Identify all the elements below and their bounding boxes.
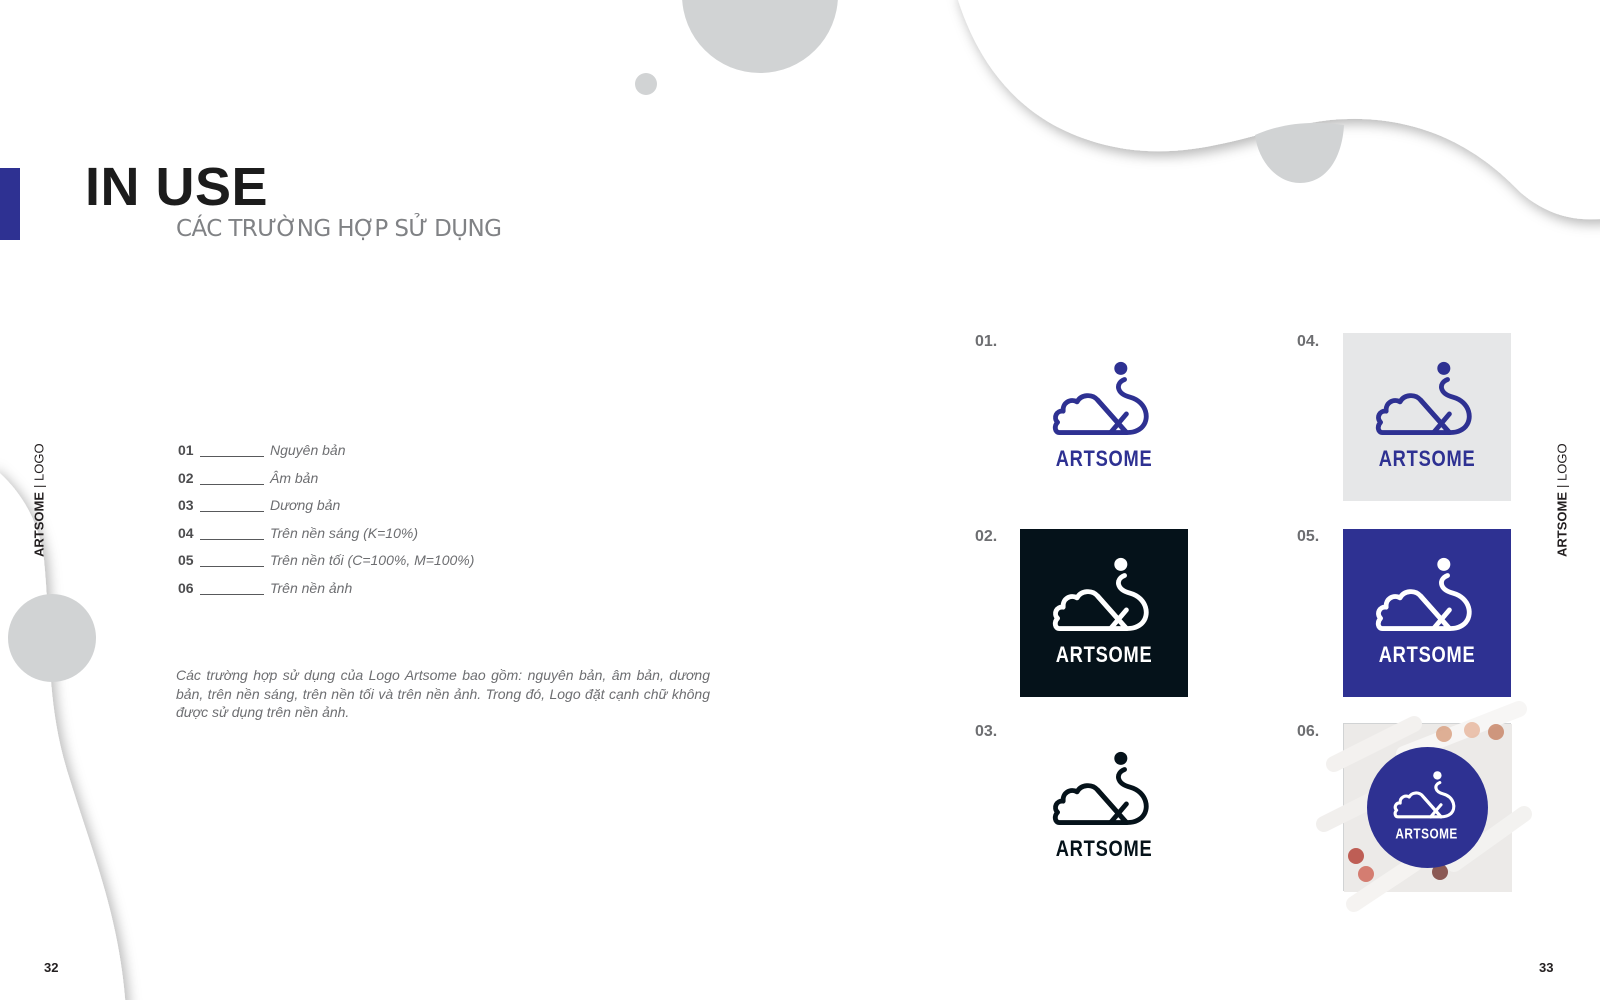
legend-label: Nguyên bản [270,442,346,458]
legend-item [178,525,474,553]
legend-item [178,442,474,470]
legend-line [200,580,264,595]
usage-legend [178,442,474,607]
logo-wordmark: ARTSOME [1055,836,1153,862]
usage-description: Các trường hợp sử dụng của Logo Artsome bao gồm: nguyên bản, âm bản, dương bản, trên nền sáng, trên nền tối và trên nền ảnh. Trong đó, Logo đặt cạnh chữ không được sử dụng trên nền ảnh. [176,667,710,720]
artsome-logo-icon [1052,556,1156,669]
side-tab-section: LOGO [31,443,47,481]
decor-wave-top-right [955,0,1600,219]
legend-label: Dương bản [270,497,341,513]
side-tab-right [1554,400,1570,600]
legend-line [200,552,264,567]
logo-variant-negative [1020,529,1188,697]
legend-number: 04 [178,524,194,541]
side-tab-brand: ARTSOME [31,491,47,557]
legend-line [200,470,264,485]
logo-variant-positive [1020,723,1188,891]
accent-bar [0,168,20,240]
artsome-logo-icon [1052,750,1156,863]
side-tab-brand: ARTSOME [1554,491,1570,557]
legend-item [178,580,474,608]
logo-variant-dark-bg [1343,529,1511,697]
legend-label: Trên nền sáng (K=10%) [270,524,418,541]
legend-number: 03 [178,497,194,513]
artsome-logo-icon [1375,556,1479,669]
variant-number-04: 04. [1297,333,1320,350]
variant-number-06: 06. [1297,723,1320,740]
legend-item [178,497,474,525]
side-tab-separator: | [31,484,47,488]
page-subtitle: CÁC TRƯỜNG HỢP SỬ DỤNG [176,216,502,242]
page-number-left: 32 [44,960,59,975]
legend-number: 01 [178,442,194,458]
artsome-logo-icon [1375,360,1479,473]
legend-number: 02 [178,469,194,486]
logo-wordmark: ARTSOME [1055,642,1153,668]
logo-variant-light-bg [1343,333,1511,501]
legend-line [200,497,264,512]
side-tab-separator: | [1554,484,1570,488]
variant-number-02: 02. [975,528,998,545]
decor-dot-top [635,73,657,95]
legend-label: Trên nền ảnh [270,579,353,596]
legend-number: 05 [178,552,194,568]
page-title: IN USE [85,157,269,217]
legend-line [200,525,264,540]
logo-wordmark: ARTSOME [1395,826,1459,843]
logo-wordmark: ARTSOME [1378,642,1476,668]
legend-label: Âm bản [270,469,319,486]
decor-circle-right [1255,123,1344,183]
decor-circle-top [682,0,838,73]
side-tab-left [31,400,47,600]
legend-item [178,552,474,580]
variant-number-01: 01. [975,333,998,350]
page-number-right: 33 [1539,960,1554,975]
side-tab-section: LOGO [1554,443,1570,481]
variant-number-05: 05. [1297,528,1320,545]
logo-wordmark: ARTSOME [1378,446,1476,472]
logo-wordmark: ARTSOME [1055,446,1153,472]
logo-variant-photo-bg [1343,723,1511,891]
legend-label: Trên nền tối (C=100%, M=100%) [270,552,475,568]
legend-number: 06 [178,579,194,596]
logo-variant-original [1020,333,1188,501]
legend-line [200,442,264,457]
variant-number-03: 03. [975,723,998,740]
legend-item [178,470,474,498]
photo-logo-circle [1367,747,1488,868]
artsome-logo-icon [1052,360,1156,473]
artsome-logo-icon [1393,770,1460,843]
